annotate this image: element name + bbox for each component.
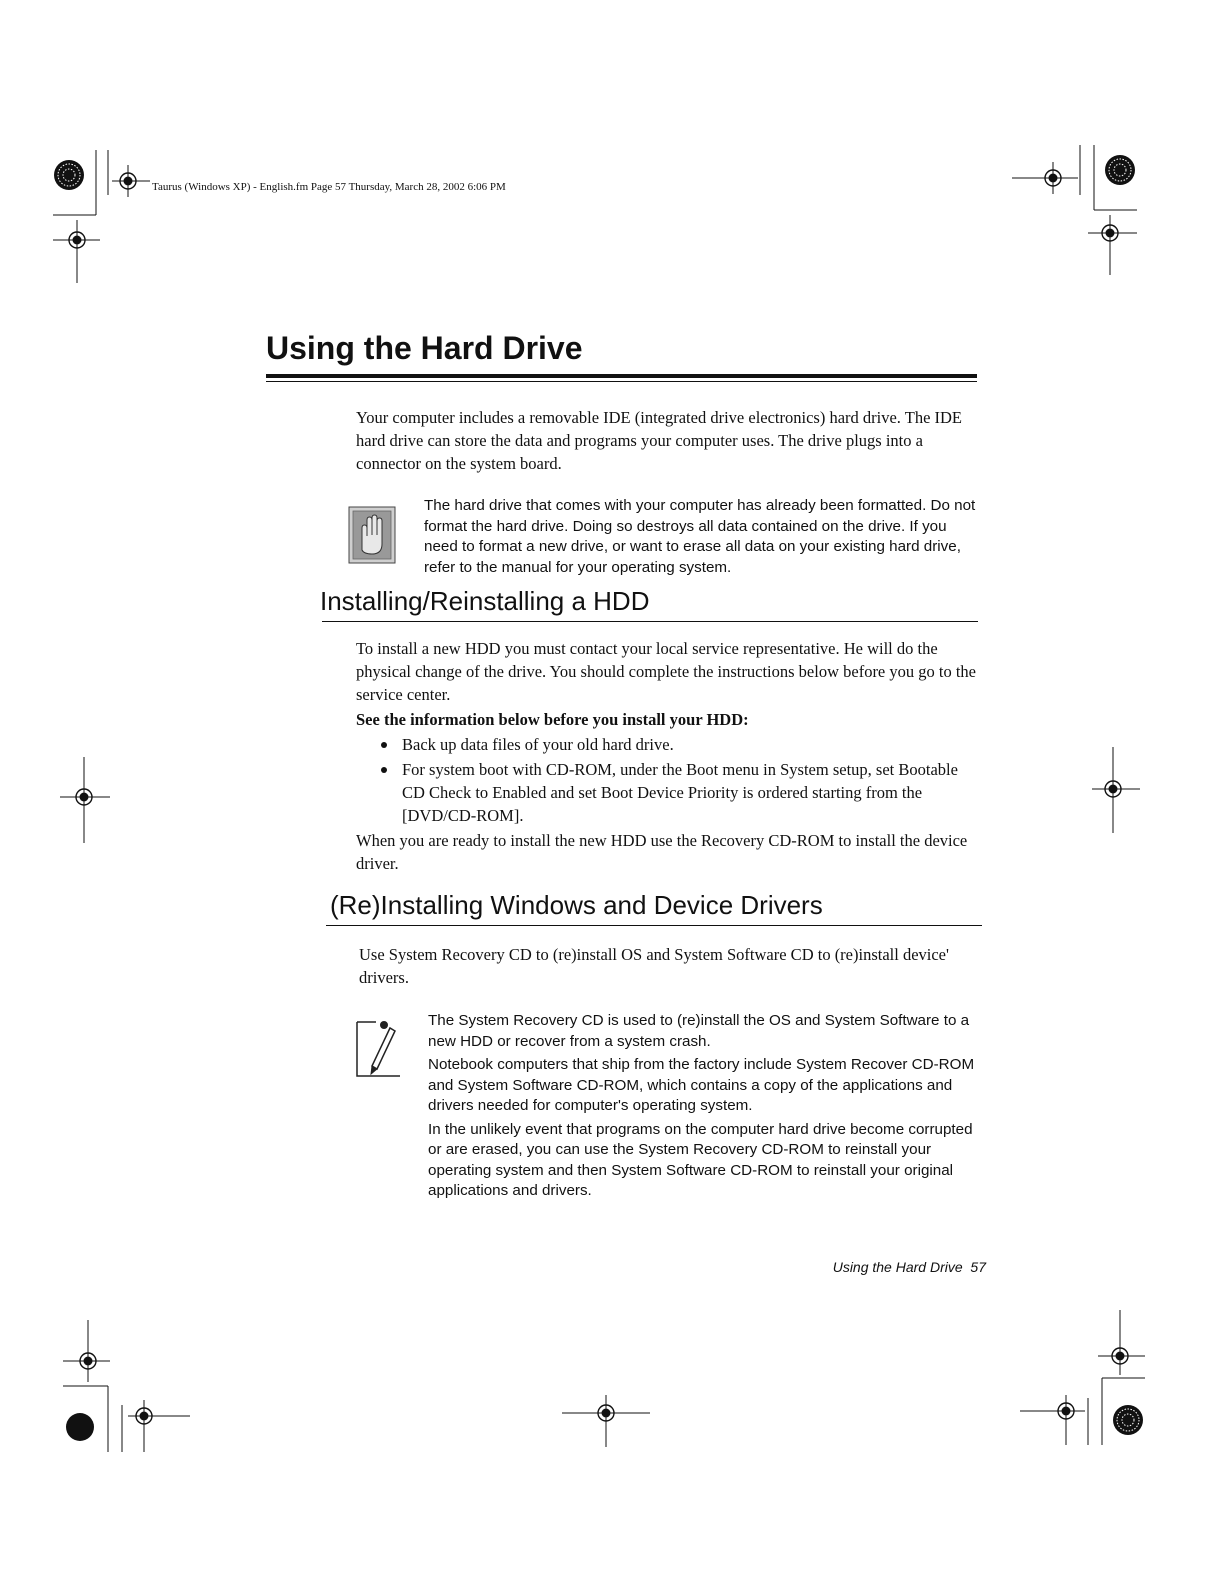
- title-rule-thin: [266, 381, 977, 382]
- section1-body: [356, 637, 978, 875]
- title-rule-thick: [266, 374, 977, 378]
- footer-section-name: Using the Hard Drive: [832, 1259, 963, 1275]
- page-number: 57: [970, 1259, 986, 1275]
- section-title-installing-hdd: Installing/Reinstalling a HDD: [320, 586, 650, 616]
- caution-text: The hard drive that comes with your computer has already been formatted. Do not format the hard drive. Doing so destroys all data contained on the drive. If you need to format a new drive, or want to erase all data on your existing hard drive, refer to the manual for your operating system.: [424, 497, 976, 576]
- section-rule: [326, 925, 982, 926]
- page-title: Using the Hard Drive: [266, 330, 583, 366]
- section-rule: [322, 621, 978, 622]
- note-paragraph: Notebook computers that ship from the factory include System Recover CD-ROM and System Software CD-ROM, which contains a copy of the applications and drivers needed for computer's operating system.: [428, 1056, 975, 1114]
- section1-paragraph-2: When you are ready to install the new HDD use the Recovery CD-ROM to install the device driver.: [356, 831, 968, 873]
- note-pen-icon: [354, 1014, 404, 1080]
- section1-paragraph: To install a new HDD you must contact your local service representative. He will do the physical change of the drive. You should complete the instructions below before you go to the service center.: [356, 639, 976, 704]
- page-footer: [700, 1259, 986, 1275]
- section1-bullet-list: [356, 733, 978, 827]
- list-item: For system boot with CD-ROM, under the Boot menu in System setup, set Bootable CD Check to Enabled and set Boot Device Priority is ordered starting from the [DVD/CD-ROM].: [356, 758, 978, 827]
- section2-paragraph: Use System Recovery CD to (re)install OS and System Software CD to (re)install device' drivers.: [359, 945, 949, 987]
- note-block: [428, 1011, 980, 1202]
- registration-mark-icon: [54, 160, 84, 190]
- note-paragraph: The System Recovery CD is used to (re)install the OS and System Software to a new HDD or recover from a system crash.: [428, 1012, 970, 1050]
- intro-paragraph: Your computer includes a removable IDE (integrated drive electronics) hard drive. The IDE hard drive can store the data and programs your computer uses. The drive plugs into a connector on the system board.: [356, 408, 963, 473]
- section-title-reinstalling-windows: (Re)Installing Windows and Device Drivers: [330, 890, 823, 920]
- list-item: Back up data files of your old hard drive.: [356, 733, 978, 756]
- hand-caution-icon: [348, 506, 396, 564]
- note-paragraph: In the unlikely event that programs on the computer hard drive become corrupted or are erased, you can use the System Recovery CD-ROM to reinstall your operating system and then System Software CD-ROM to reinstall your original applications and drivers.: [428, 1120, 973, 1199]
- running-header: Taurus (Windows XP) - English.fm Page 57 Thursday, March 28, 2002 6:06 PM: [152, 181, 506, 193]
- section1-bold-lead: See the information below before you install your HDD:: [356, 710, 749, 729]
